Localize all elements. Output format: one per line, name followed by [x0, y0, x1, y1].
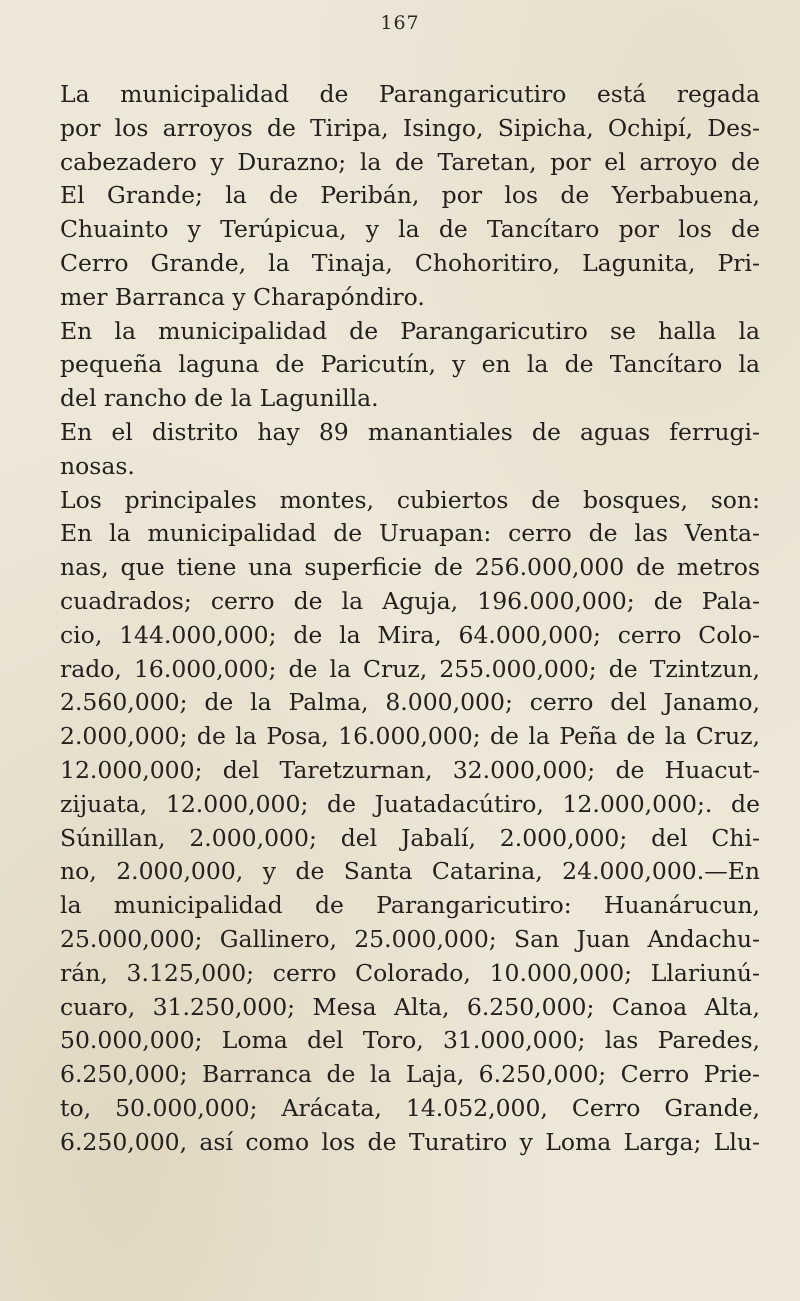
text-line: 25.000,000; Gallinero, 25.000,000; San Juan Andachu-: [60, 924, 760, 953]
text-line: Cerro Grande, la Tinaja, Chohoritiro, Lagunita, Pri-: [60, 248, 760, 277]
text-line: cuadrados; cerro de la Aguja, 196.000,000; de Pala-: [60, 586, 760, 615]
text-line: 12.000,000; del Taretzurnan, 32.000,000; de Huacut-: [60, 755, 760, 784]
text-line: 2.560,000; de la Palma, 8.000,000; cerro del Janamo,: [60, 688, 760, 717]
page-number: 167: [380, 12, 420, 34]
text-line: 50.000,000; Loma del Toro, 31.000,000; las Paredes,: [60, 1026, 760, 1055]
text-line: Súnillan, 2.000,000; del Jabalí, 2.000,000; del Chi-: [60, 823, 760, 852]
text-line: cabezadero y Durazno; la de Taretan, por el arroyo de: [60, 147, 760, 176]
text-line: 2.000,000; de la Posa, 16.000,000; de la Peña de la Cruz,: [60, 722, 760, 751]
text-line: En el distrito hay 89 manantiales de aguas ferrugi-: [60, 417, 760, 446]
text-line: En la municipalidad de Uruapan: cerro de las Venta-: [60, 519, 760, 548]
text-line: del rancho de la Lagunilla.: [60, 384, 379, 413]
text-line: 6.250,000; Barranca de la Laja, 6.250,000; Cerro Prie-: [60, 1060, 760, 1089]
text-line: cuaro, 31.250,000; Mesa Alta, 6.250,000; Canoa Alta,: [60, 992, 760, 1021]
text-line: zijuata, 12.000,000; de Juatadacútiro, 12.000,000;. de: [60, 789, 760, 818]
text-line: rán, 3.125,000; cerro Colorado, 10.000,000; Llariunú-: [60, 958, 760, 987]
text-line: El Grande; la de Peribán, por los de Yerbabuena,: [60, 181, 760, 210]
text-line: no, 2.000,000, y de Santa Catarina, 24.000,000.—En: [60, 857, 760, 886]
text-line: La municipalidad de Parangaricutiro está regada: [60, 80, 760, 108]
text-line: nas, que tiene una superficie de 256.000,000 de metros: [60, 553, 760, 582]
text-line: mer Barranca y Charapóndiro.: [60, 282, 425, 311]
text-line: 6.250,000, así como los de Turatiro y Loma Larga; Llu-: [60, 1127, 760, 1156]
text-line: la municipalidad de Parangaricutiro: Huanárucun,: [60, 891, 760, 920]
text-line: Chuainto y Terúpicua, y la de Tancítaro por los de: [60, 215, 760, 244]
text-line: En la municipalidad de Parangaricutiro se halla la: [60, 316, 760, 345]
text-line: to, 50.000,000; Arácata, 14.052,000, Cerro Grande,: [60, 1093, 760, 1122]
text-line: rado, 16.000,000; de la Cruz, 255.000,000; de Tzintzun,: [60, 654, 760, 683]
body-text: [60, 78, 760, 1160]
text-line: nosas.: [60, 451, 135, 480]
text-line: cio, 144.000,000; de la Mira, 64.000,000; cerro Colo-: [60, 620, 760, 649]
text-line: pequeña laguna de Paricutín, y en la de Tancítaro la: [60, 350, 760, 379]
text-line: Los principales montes, cubiertos de bosques, son:: [60, 485, 760, 514]
text-line: por los arroyos de Tiripa, Isingo, Sipicha, Ochipí, Des-: [60, 113, 760, 142]
